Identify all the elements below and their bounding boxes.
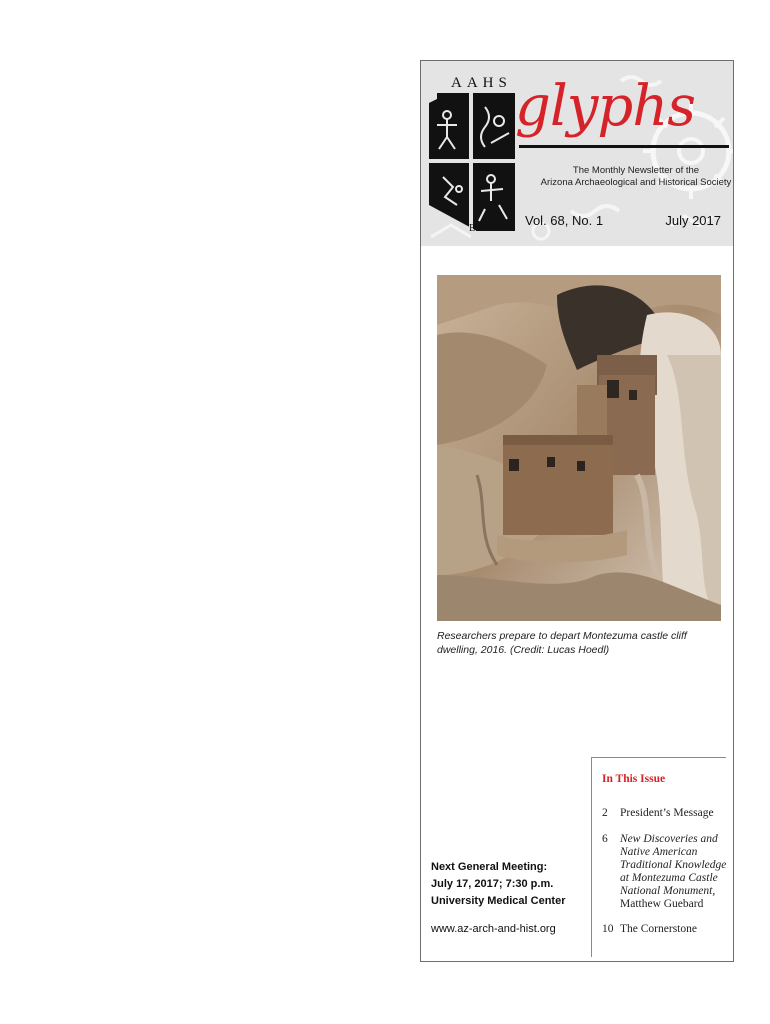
arizona-map-logo bbox=[429, 93, 515, 231]
cover-photo bbox=[437, 275, 721, 621]
toc-entry bbox=[620, 833, 730, 911]
meeting-datetime: July 17, 2017; 7:30 p.m. bbox=[431, 878, 554, 890]
meeting-info bbox=[431, 859, 566, 910]
toc-page-number: 2 bbox=[602, 807, 608, 819]
newsletter-cover bbox=[420, 60, 734, 962]
meeting-location: University Medical Center bbox=[431, 895, 566, 907]
title-rule bbox=[519, 145, 729, 148]
toc-heading: In This Issue bbox=[602, 773, 666, 785]
toc-page-number: 6 bbox=[602, 833, 608, 845]
meeting-heading: Next General Meeting: bbox=[431, 861, 548, 873]
subtitle-line-2: Arizona Archaeological and Historical Society bbox=[540, 177, 732, 188]
issue-date: July 2017 bbox=[665, 213, 721, 228]
subtitle-line-1: The Monthly Newsletter of the bbox=[572, 165, 700, 176]
masthead bbox=[421, 61, 733, 246]
table-of-contents bbox=[591, 757, 732, 957]
established-label: Est. 1916 bbox=[469, 223, 512, 234]
org-abbreviation: AAHS bbox=[451, 75, 512, 91]
newsletter-title: glyphs bbox=[515, 74, 696, 139]
toc-item[interactable] bbox=[602, 807, 730, 820]
photo-caption: Researchers prepare to depart Montezuma castle cliff dwelling, 2016. (Credit: Lucas Hoedl) bbox=[437, 630, 687, 656]
toc-title: The Cornerstone bbox=[620, 923, 697, 935]
volume-number: Vol. 68, No. 1 bbox=[525, 213, 604, 228]
toc-title: New Discoveries and Native American Traditional Knowledge at Montezuma Castle National Monument, bbox=[620, 833, 727, 897]
toc-title: President’s Message bbox=[620, 807, 714, 819]
toc-item[interactable] bbox=[602, 833, 730, 911]
toc-page-number: 10 bbox=[602, 923, 614, 935]
toc-top-rule bbox=[592, 757, 726, 758]
toc-item[interactable] bbox=[602, 923, 730, 936]
website-link[interactable]: www.az-arch-and-hist.org bbox=[431, 923, 556, 935]
toc-author: Matthew Guebard bbox=[620, 898, 704, 910]
newsletter-subtitle bbox=[531, 165, 733, 189]
cliff-dwelling-image bbox=[437, 275, 721, 621]
